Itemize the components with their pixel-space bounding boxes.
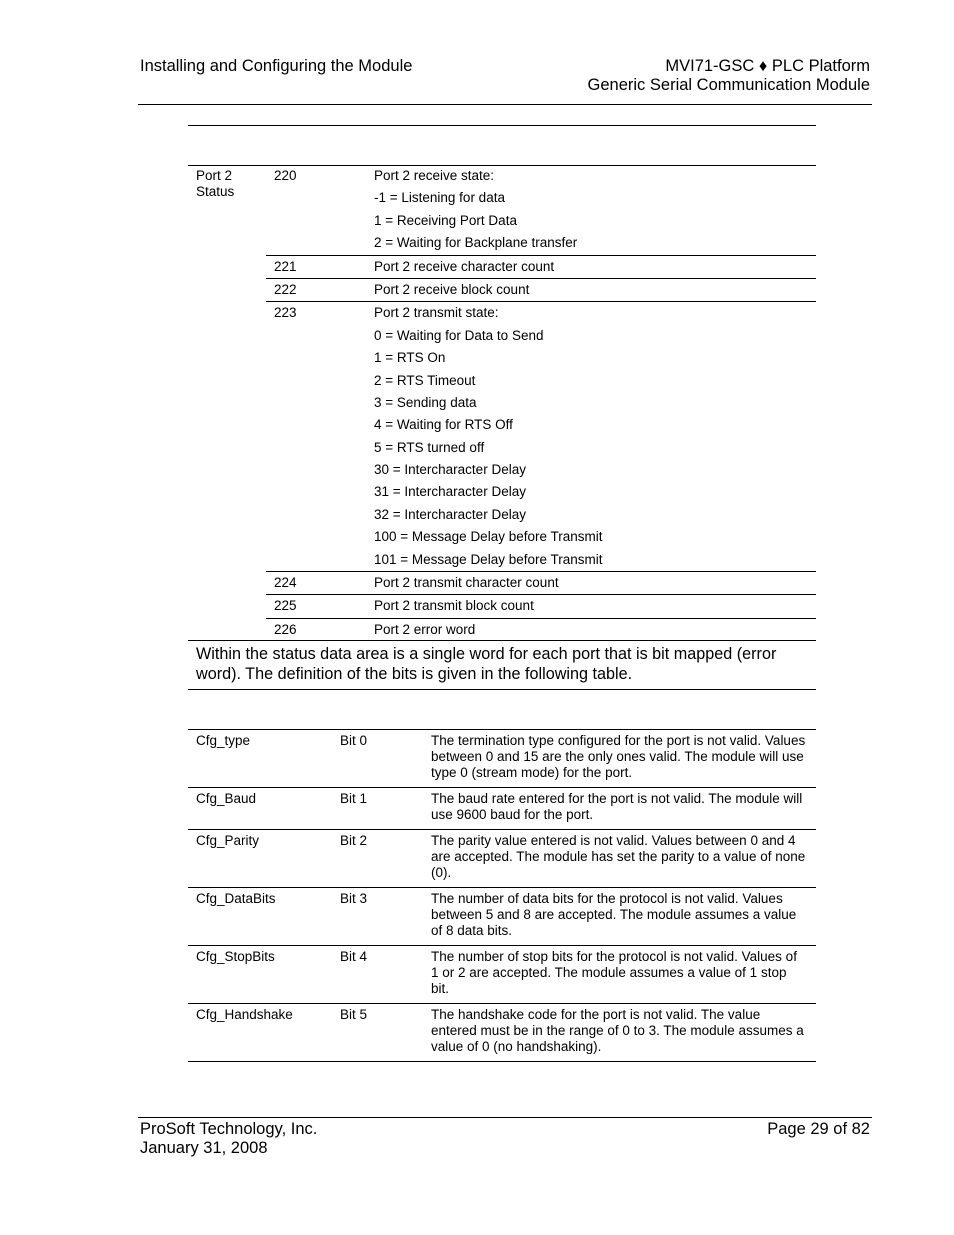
description-line: 5 = RTS turned off (374, 439, 485, 455)
description-line: 30 = Intercharacter Delay (374, 462, 526, 478)
error-bit-row (188, 788, 816, 830)
description-line: Port 2 receive character count (374, 258, 555, 274)
error-bit-row (188, 946, 816, 1004)
status-row (188, 165, 816, 255)
error-bit-row (188, 830, 816, 888)
description-line: 1 = Receiving Port Data (374, 212, 517, 228)
description-line: Port 2 receive block count (374, 281, 530, 297)
description-line: Port 2 transmit block count (374, 598, 534, 614)
description-line: Port 2 receive state: (374, 168, 495, 183)
bit-number: Bit 3 (332, 888, 423, 946)
status-row (188, 302, 816, 572)
error-bits-table (188, 729, 816, 1062)
bit-description: The number of data bits for the protocol is not valid. Values between 5 and 8 are accepted. The module assumes a value of 8 data bits. (423, 888, 816, 946)
status-row (188, 572, 816, 595)
offset-value: 223 (274, 305, 297, 321)
description-line: 3 = Sending data (374, 394, 477, 410)
description-cell (366, 302, 816, 572)
description-cell (366, 595, 816, 618)
error-bit-row (188, 730, 816, 788)
footer-left (140, 1120, 317, 1158)
offset-cell (266, 618, 366, 641)
group-label (188, 165, 266, 641)
description-line: Port 2 error word (374, 621, 476, 637)
error-name: Cfg_type (188, 730, 332, 788)
product-title (588, 57, 870, 95)
error-bit-row (188, 888, 816, 946)
description-line: 2 = Waiting for Backplane transfer (374, 235, 578, 251)
offset-value: 226 (274, 621, 297, 637)
description-cell (366, 572, 816, 595)
description-cell (366, 165, 816, 255)
status-row (188, 595, 816, 618)
publication-date: January 31, 2008 (140, 1139, 268, 1157)
description-line: 4 = Waiting for RTS Off (374, 417, 513, 433)
company-name: ProSoft Technology, Inc. (140, 1120, 318, 1138)
description-line: 2 = RTS Timeout (374, 372, 476, 388)
description-cell (366, 618, 816, 641)
description-line: 32 = Intercharacter Delay (374, 506, 526, 522)
offset-cell (266, 278, 366, 301)
error-name: Cfg_DataBits (188, 888, 332, 946)
page-number: Page 29 of 82 (767, 1120, 870, 1138)
group-label-line: Status (196, 184, 235, 199)
product-line-2: Generic Serial Communication Module (587, 76, 870, 94)
bit-description: The termination type configured for the port is not valid. Values between 0 and 15 are the only ones valid. The module will use type 0 (stream mode) for the port. (423, 730, 816, 788)
bit-description: The handshake code for the port is not valid. The value entered must be in the range of 0 to 3. The module assumes a value of 0 (no handshaking). (423, 1004, 816, 1062)
error-word-description: Within the status data area is a single word for each port that is bit mapped (error word). The definition of the bits is given in the following table. (196, 645, 777, 683)
paragraph-rule (188, 689, 816, 690)
offset-cell (266, 165, 366, 255)
error-bit-row (188, 1004, 816, 1062)
description-line: 100 = Message Delay before Transmit (374, 529, 603, 545)
status-row (188, 255, 816, 278)
header-rule (138, 104, 872, 105)
offset-value: 222 (274, 281, 297, 297)
description-line: Port 2 transmit state: (374, 305, 499, 321)
bit-number: Bit 0 (332, 730, 423, 788)
footer-rule (138, 1117, 872, 1118)
offset-value: 221 (274, 258, 297, 274)
description-line: 31 = Intercharacter Delay (374, 484, 526, 500)
error-name: Cfg_StopBits (188, 946, 332, 1004)
top-table-rule (188, 125, 816, 126)
offset-cell (266, 572, 366, 595)
bit-number: Bit 1 (332, 788, 423, 830)
description-line: 101 = Message Delay before Transmit (374, 551, 603, 567)
description-cell (366, 278, 816, 301)
bit-number: Bit 5 (332, 1004, 423, 1062)
status-table (188, 165, 816, 641)
status-row (188, 618, 816, 641)
bit-description: The baud rate entered for the port is not valid. The module will use 9600 baud for the port. (423, 788, 816, 830)
description-cell (366, 255, 816, 278)
status-row (188, 278, 816, 301)
offset-value: 225 (274, 598, 297, 614)
bit-number: Bit 4 (332, 946, 423, 1004)
description-line: Port 2 transmit character count (374, 575, 559, 591)
offset-cell (266, 595, 366, 618)
offset-cell (266, 255, 366, 278)
error-name: Cfg_Handshake (188, 1004, 332, 1062)
bit-description: The number of stop bits for the protocol is not valid. Values of 1 or 2 are accepted. The module assumes a value of 1 stop bit. (423, 946, 816, 1004)
product-line-1: MVI71-GSC ♦ PLC Platform (665, 57, 870, 75)
bit-description: The parity value entered is not valid. Values between 0 and 4 are accepted. The module has set the parity to a value of none (0). (423, 830, 816, 888)
offset-cell (266, 302, 366, 572)
section-title: Installing and Configuring the Module (140, 57, 413, 75)
bit-number: Bit 2 (332, 830, 423, 888)
description-line: 0 = Waiting for Data to Send (374, 327, 544, 343)
group-label-line: Port 2 (196, 168, 233, 183)
error-name: Cfg_Baud (188, 788, 332, 830)
offset-value: 220 (274, 168, 297, 183)
error-name: Cfg_Parity (188, 830, 332, 888)
offset-value: 224 (274, 575, 297, 591)
description-line: -1 = Listening for data (374, 190, 505, 206)
status-table-bottom-rule (188, 640, 816, 641)
description-line: 1 = RTS On (374, 350, 446, 366)
